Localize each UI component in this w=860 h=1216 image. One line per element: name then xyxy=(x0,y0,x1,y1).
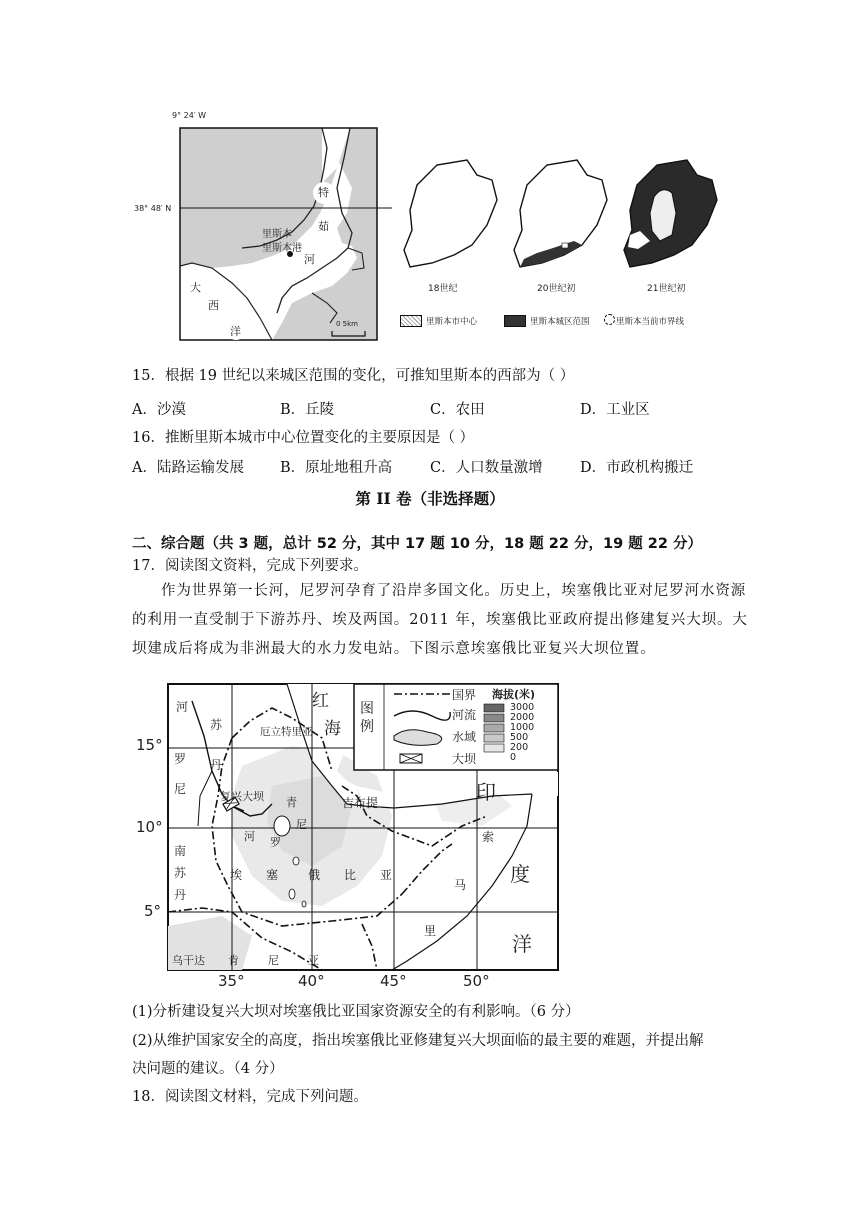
q17-intro: 17．阅读图文资料，完成下列要求。 xyxy=(132,558,368,574)
map-ni: 尼 xyxy=(174,782,187,796)
lon-45: 45° xyxy=(380,972,407,990)
label-lisbon: 里斯本 xyxy=(262,229,292,240)
map-eritrea: 厄立特里亚 xyxy=(260,726,313,738)
q16-option-a: A．陆路运输发展 xyxy=(132,460,244,476)
elev-title: 海拔(米) xyxy=(492,688,536,701)
legend-dam: 大坝 xyxy=(452,752,477,766)
stage-18-label: 18世纪 xyxy=(428,284,458,294)
q17-para-line3: 坝建成后将成为非洲最大的水力发电站。下图示意埃塞俄比亚复兴大坝位置。 xyxy=(132,641,656,657)
map-hai: 海 xyxy=(324,719,341,739)
scale-label: 0 5km xyxy=(336,320,359,328)
map-ni3: 尼 xyxy=(268,954,279,967)
map-ai: 埃 xyxy=(230,868,243,882)
map-bi: 比 xyxy=(344,868,357,882)
map-li: 里 xyxy=(424,924,437,938)
map-su: 苏 xyxy=(210,718,223,732)
map-luo2: 罗 xyxy=(270,836,281,849)
map-ma: 马 xyxy=(454,878,467,892)
q17-sub2-line1: (2)从维护国家安全的高度，指出埃塞俄比亚修建复兴大坝面临的最主要的难题，并提出解 xyxy=(132,1033,704,1049)
q15-option-d: D．工业区 xyxy=(580,402,650,418)
lat-15: 15° xyxy=(136,736,163,754)
q15-option-c: C．农田 xyxy=(430,402,485,418)
ethiopia-dam-map xyxy=(132,676,562,996)
coord-lon-label: 9° 24′ W xyxy=(172,111,207,120)
map-djibouti: 吉布提 xyxy=(342,796,379,810)
map-du: 度 xyxy=(510,862,530,886)
lon-35: 35° xyxy=(218,972,245,990)
legend-boundary-label: 里斯本当前市界线 xyxy=(616,317,685,327)
elev-1000: 1000 xyxy=(510,722,535,733)
map-yang: 洋 xyxy=(512,932,532,956)
q17-para-line2: 的利用一直受制于下游苏丹、埃及两国。2011 年，埃塞俄比亚政府提出修建复兴大坝。大 xyxy=(132,612,748,628)
label-xi: 西 xyxy=(208,299,219,312)
map-qing: 青 xyxy=(286,796,297,809)
elev-0: 0 xyxy=(510,752,517,763)
label-jia: 茹 xyxy=(318,220,329,233)
legend-urban-label: 里斯本城区范围 xyxy=(530,317,590,327)
q15-stem: 15．根据 19 世纪以来城区范围的变化，可推知里斯本的西部为（ ） xyxy=(132,368,575,384)
label-te: 特 xyxy=(318,186,329,199)
map-hong: 红 xyxy=(312,691,329,711)
legend-title: 图例 xyxy=(360,701,374,735)
label-da: 大 xyxy=(190,281,201,294)
map-dam-label: 复兴大坝 xyxy=(220,790,264,803)
q16-option-d: D．市政机构搬迁 xyxy=(580,460,694,476)
q17-sub2-line2: 决问题的建议。（4 分） xyxy=(132,1061,284,1077)
map-e: 俄 xyxy=(308,868,321,882)
legend-boundary-swatch xyxy=(604,314,615,325)
lon-40: 40° xyxy=(298,972,325,990)
coord-lat-label: 38° 48′ N xyxy=(134,204,172,213)
map-sai: 塞 xyxy=(266,868,279,882)
legend-border: 国界 xyxy=(452,688,477,702)
q15-option-b: B．丘陵 xyxy=(280,402,335,418)
map-dan: 丹 xyxy=(210,758,223,772)
label-yang: 洋 xyxy=(230,325,241,338)
label-he: 河 xyxy=(304,253,315,266)
stage-20-label: 20世纪初 xyxy=(537,284,576,294)
map-he2: 河 xyxy=(244,830,255,843)
ethiopia-map-svg xyxy=(132,676,562,996)
legend-river: 河流 xyxy=(452,708,477,722)
q18-intro: 18．阅读图文材料，完成下列问题。 xyxy=(132,1089,368,1105)
legend-water: 水域 xyxy=(452,730,477,744)
stage-maps-svg xyxy=(392,155,732,285)
q15-option-a: A．沙漠 xyxy=(132,402,186,418)
legend-center-label: 里斯本市中心 xyxy=(426,317,478,327)
elev-500: 500 xyxy=(510,732,529,743)
map-suo: 索 xyxy=(482,830,495,844)
map-uganda: 乌干达 xyxy=(172,954,205,967)
map-ya: 亚 xyxy=(380,868,393,882)
elev-2000: 2000 xyxy=(510,712,535,723)
legend-center-swatch xyxy=(400,315,422,327)
lon-50: 50° xyxy=(463,972,490,990)
elev-3000: 3000 xyxy=(510,702,535,713)
stage-21-label: 21世纪初 xyxy=(647,284,686,294)
q16-stem: 16．推断里斯本城市中心位置变化的主要原因是（ ） xyxy=(132,430,475,446)
map-yin: 印 xyxy=(476,780,496,804)
map-he: 河 xyxy=(176,700,189,714)
map-dan2: 丹 xyxy=(174,888,187,902)
label-lisbon-port: 里斯本港 xyxy=(262,243,302,254)
section2-title: 二、综合题（共 3 题，总计 52 分，其中 17 题 10 分，18 题 22 分，19 题 22 分） xyxy=(132,536,703,552)
lisbon-location-map xyxy=(134,108,392,348)
lat-5: 5° xyxy=(144,902,162,920)
elev-200: 200 xyxy=(510,742,529,753)
lat-10: 10° xyxy=(136,818,163,836)
map-su2: 苏 xyxy=(174,866,187,880)
map-luo: 罗 xyxy=(174,752,187,766)
q17-para-line1: 作为世界第一长河，尼罗河孕育了沿岸多国文化。历史上，埃塞俄比亚对尼罗河水资源 xyxy=(161,583,747,599)
part2-title: 第 II 卷（非选择题） xyxy=(355,489,505,508)
lisbon-stage-maps xyxy=(392,155,732,335)
q17-sub1: (1)分析建设复兴大坝对埃塞俄比亚国家资源安全的有利影响。（6 分） xyxy=(132,1004,580,1020)
q16-option-c: C．人口数量激增 xyxy=(430,460,543,476)
map-nan: 南 xyxy=(174,844,187,858)
legend-urban-swatch xyxy=(504,315,526,327)
map-ken: 肯 xyxy=(228,954,239,967)
map-ya2: 亚 xyxy=(308,954,319,967)
map-ni2: 尼 xyxy=(296,818,307,831)
q16-option-b: B．原址地租升高 xyxy=(280,460,393,476)
